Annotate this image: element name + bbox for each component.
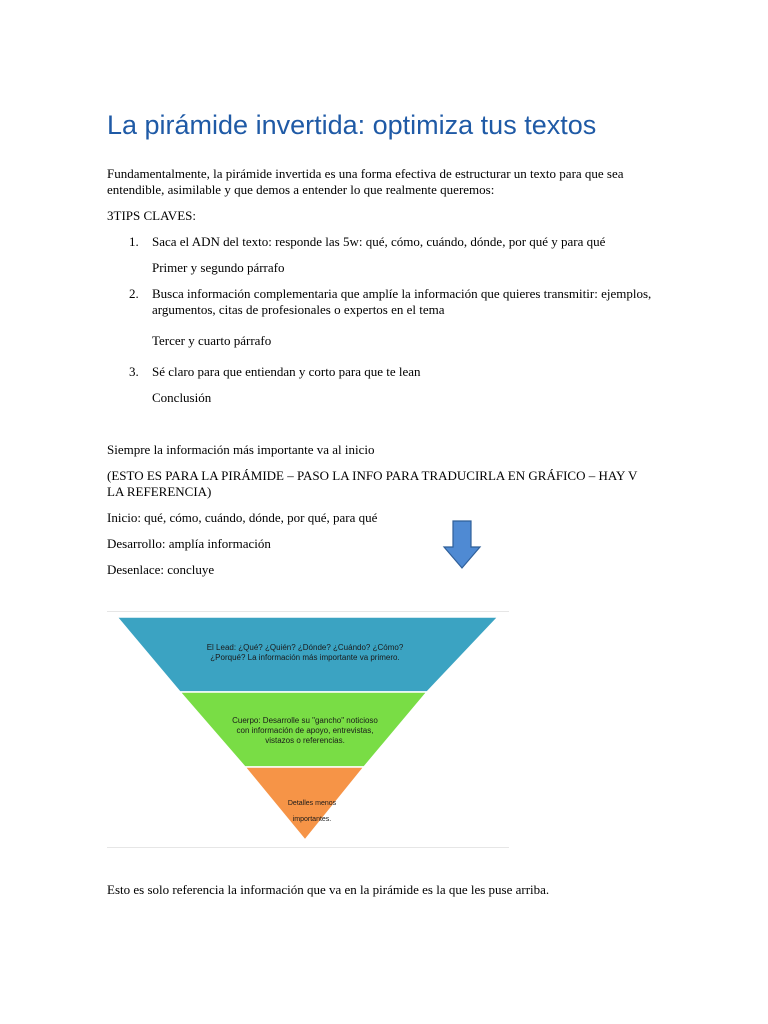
pyramid-body-label: Cuerpo: Desarrolle su "gancho" noticioso con información de apoyo, entrevistas, vistazos o referencias.: [232, 716, 378, 745]
tip-2-note: Tercer y cuarto párrafo: [152, 333, 272, 348]
tip-3-note: Conclusión: [152, 390, 212, 405]
intro-line-2: entendible, asimilable y que demos a entender lo que realmente queremos:: [107, 182, 495, 197]
tip-2-text-line-2: argumentos, citas de profesionales o expertos en el tema: [152, 302, 445, 317]
list-number: 1.: [129, 234, 139, 249]
down-arrow-icon: [442, 520, 482, 570]
structure-desenlace: Desenlace: concluye: [107, 562, 215, 577]
list-number: 3.: [129, 364, 139, 379]
tip-3-text: Sé claro para que entiendan y corto para que te lean: [152, 364, 421, 379]
pyramid-lead-label: El Lead: ¿Qué? ¿Quién? ¿Dónde? ¿Cuándo? ¿Cómo? ¿Porqué? La información más importante va primero.: [206, 643, 404, 662]
intro-line-1: Fundamentalmente, la pirámide invertida es una forma efectiva de estructurar un texto para que sea: [107, 166, 624, 181]
tip-2-text-line-1: Busca información complementaria que amplíe la información que quieres transmitir: ejemplos,: [152, 286, 652, 301]
structure-inicio: Inicio: qué, cómo, cuándo, dónde, por qué, para qué: [107, 510, 378, 525]
tip-1-text: Saca el ADN del texto: responde las 5w: qué, cómo, cuándo, dónde, por qué y para qué: [152, 234, 606, 249]
important-note: Siempre la información más importante va al inicio: [107, 442, 375, 457]
tip-1-note: Primer y segundo párrafo: [152, 260, 285, 275]
caps-note-line-2: LA REFERENCIA): [107, 484, 212, 499]
pyramid-details-label: Detalles menos importantes.: [287, 800, 337, 823]
list-number: 2.: [129, 286, 139, 301]
caps-note-line-1: (ESTO ES PARA LA PIRÁMIDE – PASO LA INFO PARA TRADUCIRLA EN GRÁFICO – HAY V: [107, 468, 638, 483]
tips-heading: 3TIPS CLAVES:: [107, 208, 196, 223]
structure-desarrollo: Desarrollo: amplía información: [107, 536, 271, 551]
page-title: La pirámide invertida: optimiza tus textos: [107, 110, 597, 140]
footer-note: Esto es solo referencia la información que va en la pirámide es la que les puse arriba.: [107, 882, 550, 897]
